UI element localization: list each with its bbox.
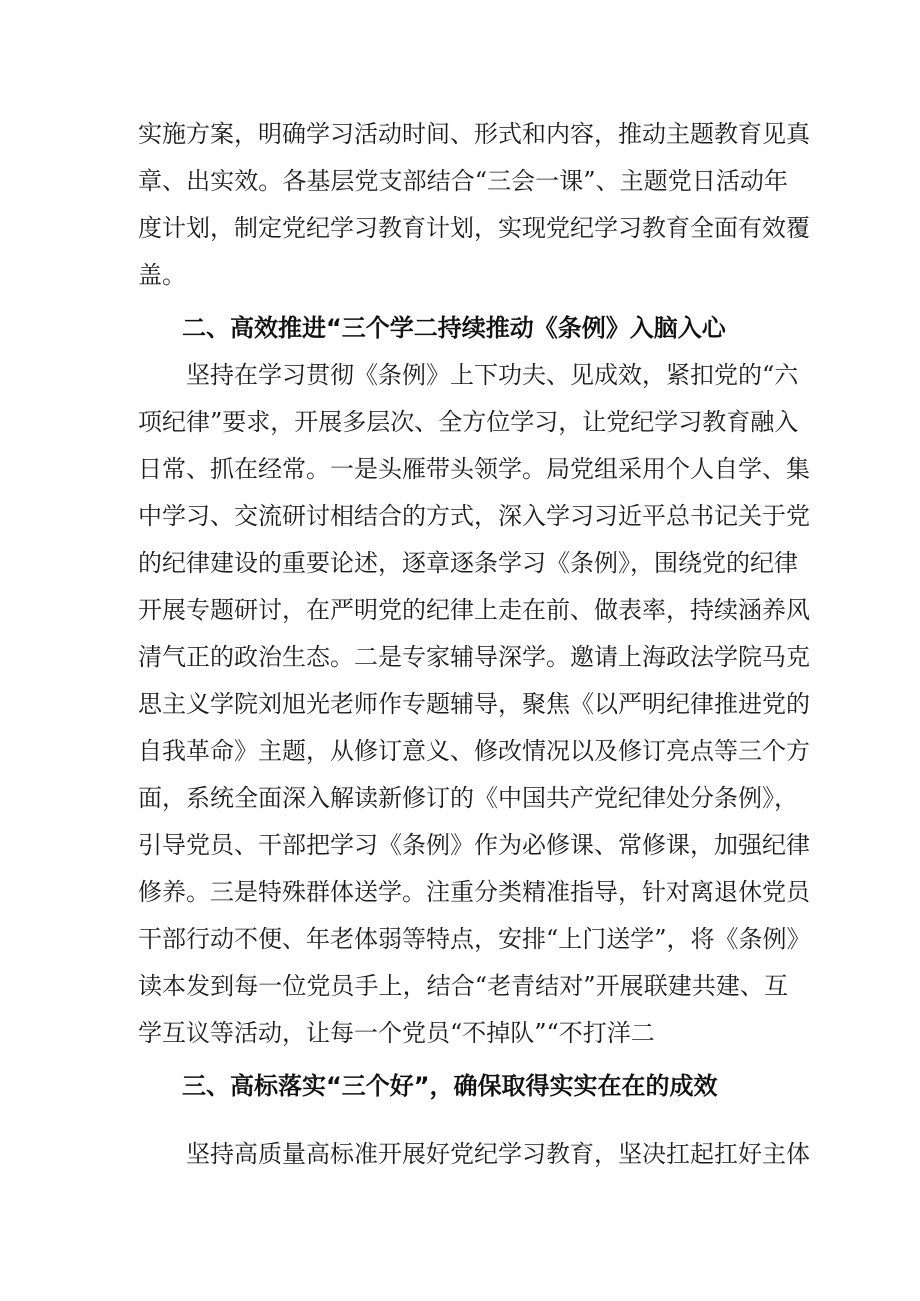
paragraph2-line-14: 读本发到每一位党员手上，结合“老青结对”开展联建共建、互	[138, 972, 788, 1000]
paragraph3-line-1: 坚持高质量高标准开展好党纪学习教育，坚决扛起扛好主体	[186, 1140, 810, 1168]
paragraph2-line-12: 修养。三是特殊群体送学。注重分类精准指导，针对离退休党员	[138, 878, 810, 906]
paragraph2-line-2: 项纪律”要求，开展多层次、全方位学习，让党纪学习教育融入	[138, 408, 799, 436]
paragraph2-line-6: 开展专题研讨，在严明党的纪律上走在前、做表率，持续涵养风	[138, 596, 810, 624]
paragraph2-line-5: 的纪律建设的重要论述，逐章逐条学习《条例》，围绕党的纪律	[138, 549, 798, 577]
section-heading-3: 三、高标落实“三个好”，确保取得实实在在的成效	[182, 1072, 718, 1100]
section-heading-2: 二、高效推进“三个学二持续推动《条例》入脑入心	[182, 314, 726, 342]
paragraph2-line-1: 坚持在学习贯彻《条例》上下功夫、见成效，紧扣党的“六	[186, 361, 799, 389]
paragraph2-line-9: 自我革命》主题，从修订意义、修改情况以及修订亮点等三个方	[138, 737, 810, 765]
paragraph2-line-13: 干部行动不便、年老体弱等特点，安排“上门送学”，将《条例》	[138, 925, 811, 953]
paragraph2-line-7: 清气正的政治生态。二是专家辅导深学。邀请上海政法学院马克	[138, 643, 810, 671]
paragraph1-line-1: 实施方案，明确学习活动时间、形式和内容，推动主题教育见真	[138, 120, 810, 148]
paragraph2-line-11: 引导党员、干部把学习《条例》作为必修课、常修课，加强纪律	[138, 831, 810, 859]
paragraph2-line-3: 日常、抓在经常。一是头雁带头领学。局党组采用个人自学、集	[138, 455, 810, 483]
paragraph2-line-4: 中学习、交流研讨相结合的方式，深入学习习近平总书记关于党	[138, 502, 810, 530]
paragraph1-line-2: 章、出实效。各基层党支部结合“三会一课”、主题党日活动年	[138, 167, 788, 195]
paragraph1-line-3: 度计划，制定党纪学习教育计划，实现党纪学习教育全面有效覆	[138, 214, 810, 242]
paragraph2-line-15: 学互议等活动，让每一个党员“不掉队”“不打洋二	[138, 1019, 655, 1047]
paragraph2-line-8: 思主义学院刘旭光老师作专题辅导，聚焦《以严明纪律推进党的	[138, 690, 810, 718]
paragraph2-line-10: 面，系统全面深入解读新修订的《中国共产党纪律处分条例》，	[138, 784, 798, 812]
paragraph1-line-4: 盖。	[138, 261, 186, 289]
